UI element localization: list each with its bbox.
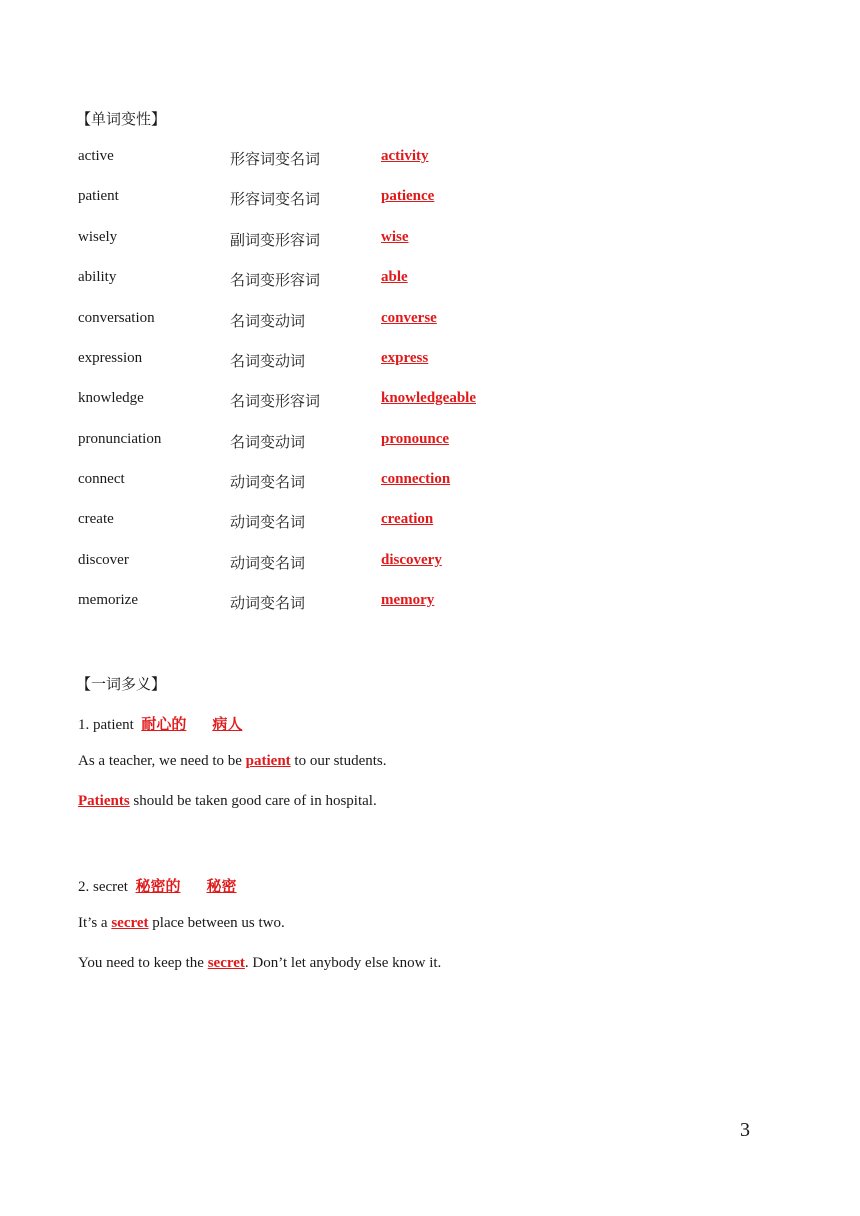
conversion-type: 动词变名词 [230, 556, 306, 572]
sentence-text: As a teacher, we need to be [78, 753, 246, 769]
word: memorize [78, 592, 138, 608]
sentence-answer: Patients [78, 793, 130, 809]
conversion-type: 副词变形容词 [230, 233, 321, 249]
page-number: 3 [740, 1119, 750, 1141]
answer: knowledgeable [381, 390, 477, 406]
polysemy-word: 1. patient [78, 717, 134, 733]
word: discover [78, 552, 129, 568]
polysemy-word: 2. secret [78, 879, 128, 895]
sentence-text: It’s a [78, 915, 112, 931]
word: patient [78, 188, 119, 204]
sentence-answer: secret [207, 955, 245, 971]
polysemy-heading [78, 713, 242, 734]
word-form-row [78, 148, 678, 170]
conversion-type: 名词变动词 [230, 435, 306, 451]
word: create [78, 511, 114, 527]
word: conversation [78, 310, 155, 326]
conversion-type: 动词变名词 [230, 475, 306, 491]
word: wisely [78, 229, 118, 245]
word: active [78, 148, 114, 164]
answer: memory [381, 592, 435, 608]
polysemy-heading [78, 875, 237, 896]
word-form-row [78, 390, 678, 412]
conversion-type: 名词变动词 [230, 314, 306, 330]
sentence-text: should be taken good care of in hospital. [129, 793, 377, 809]
answer: discovery [381, 552, 442, 568]
sentence-text: . Don’t let anybody else know it. [244, 955, 442, 971]
sentence-answer: patient [245, 753, 291, 769]
word-form-row [78, 471, 678, 493]
word-form-row [78, 592, 678, 614]
word: connect [78, 471, 125, 487]
conversion-type: 形容词变名词 [230, 152, 321, 168]
sentence-text: to our students. [290, 753, 387, 769]
answer: pronounce [381, 431, 450, 447]
conversion-type: 动词变名词 [230, 515, 306, 531]
answer: connection [381, 471, 451, 487]
word: expression [78, 350, 143, 366]
answer: able [381, 269, 408, 285]
meaning-answer: 秘密的 [135, 879, 181, 895]
conversion-type: 名词变形容词 [230, 394, 321, 410]
word: pronunciation [78, 431, 162, 447]
sentence-answer: secret [111, 915, 149, 931]
sentence-text: You need to keep the [78, 955, 208, 971]
example-sentence [78, 955, 441, 972]
word: knowledge [78, 390, 144, 406]
example-sentence [78, 753, 387, 770]
word-form-row [78, 511, 678, 533]
polysemy-title: 【一词多义】 [76, 677, 167, 693]
word-form-row [78, 431, 678, 453]
word-form-row [78, 229, 678, 251]
word-forms-title: 【单词变性】 [76, 112, 167, 128]
word-form-row [78, 188, 678, 210]
word: ability [78, 269, 117, 285]
conversion-type: 形容词变名词 [230, 192, 321, 208]
word-form-row [78, 350, 678, 372]
sentence-text: place between us two. [148, 915, 285, 931]
answer: converse [381, 310, 437, 326]
answer: express [381, 350, 429, 366]
meaning-answer: 秘密 [206, 879, 237, 895]
conversion-type: 名词变动词 [230, 354, 306, 370]
example-sentence [78, 793, 377, 810]
answer: wise [381, 229, 409, 245]
word-form-row [78, 552, 678, 574]
answer: creation [381, 511, 434, 527]
conversion-type: 动词变名词 [230, 596, 306, 612]
answer: activity [381, 148, 429, 164]
answer: patience [381, 188, 435, 204]
word-form-row [78, 269, 678, 291]
meaning-answer: 耐心的 [141, 717, 187, 733]
meaning-answer: 病人 [212, 717, 243, 733]
example-sentence [78, 915, 285, 932]
conversion-type: 名词变形容词 [230, 273, 321, 289]
word-form-row [78, 310, 678, 332]
